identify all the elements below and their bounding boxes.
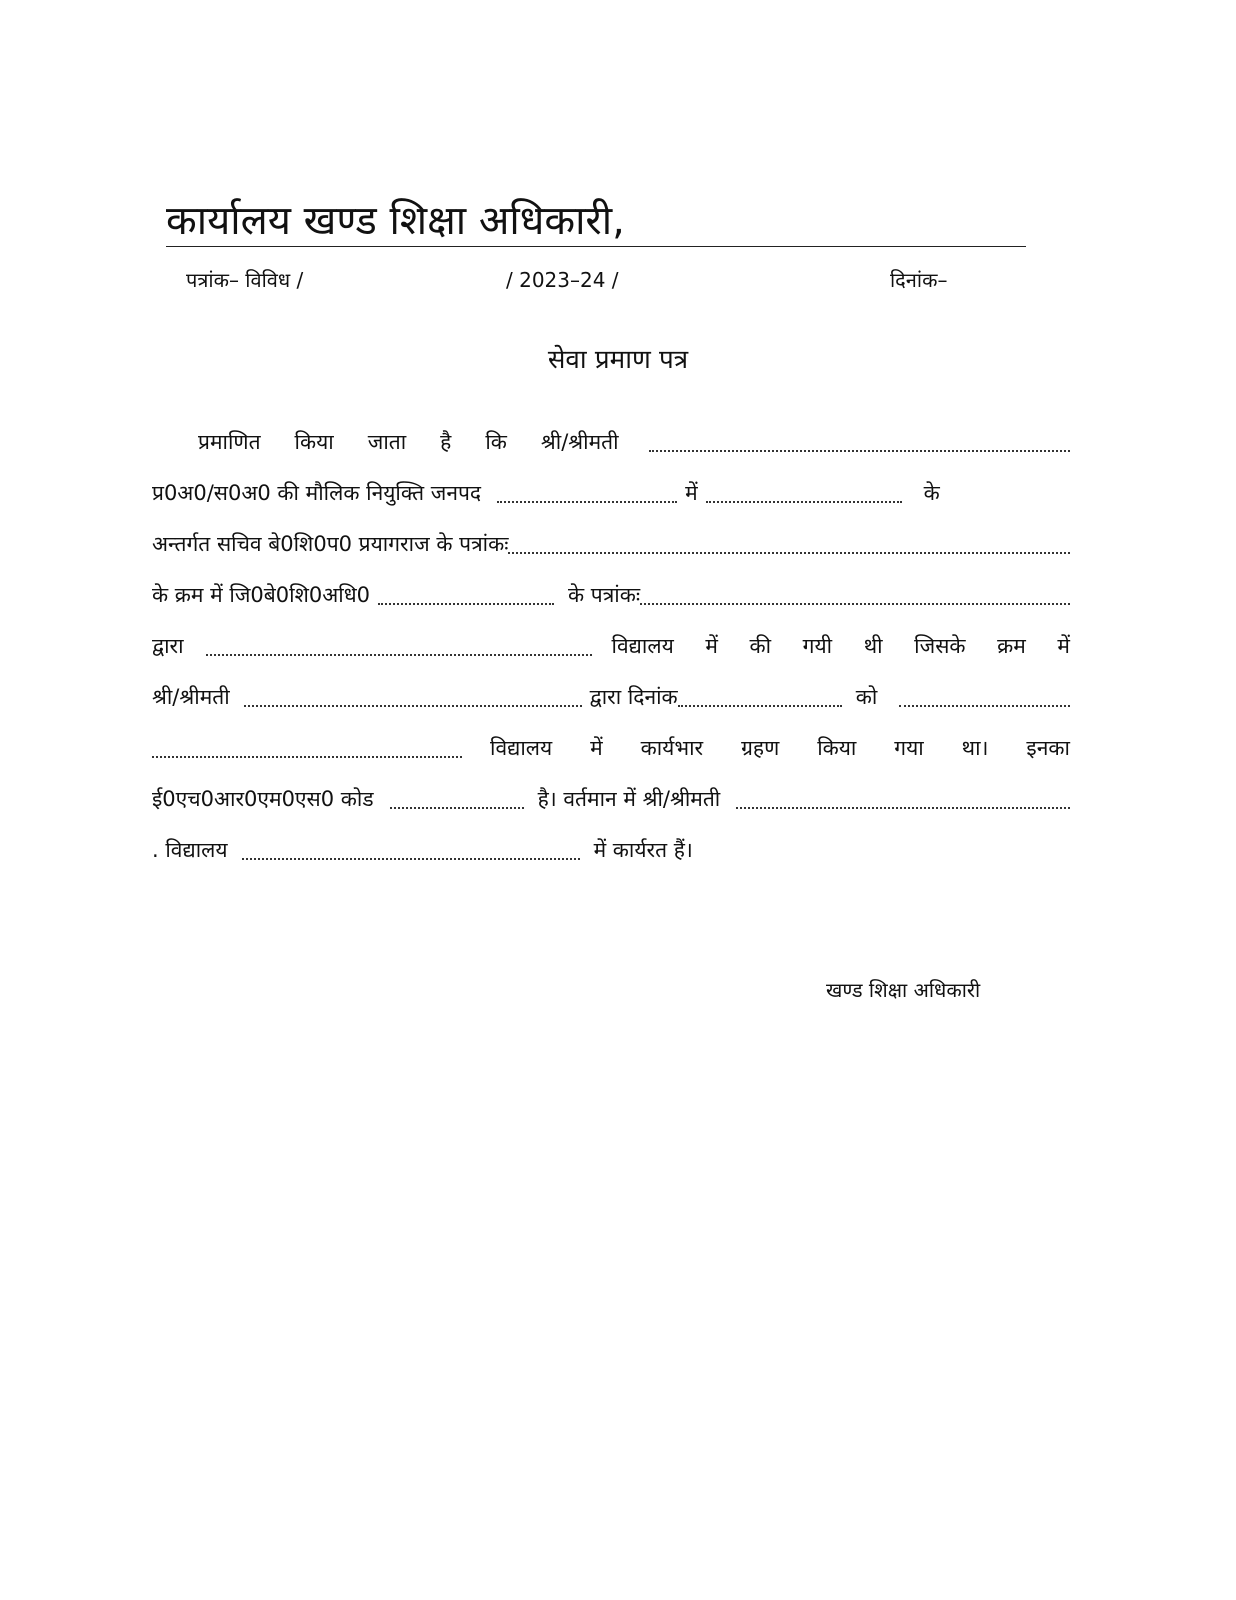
- body-text-segment: . विद्यालय: [152, 838, 228, 862]
- blank-district-field[interactable]: [497, 475, 677, 503]
- body-text-segment: को: [855, 685, 878, 709]
- blank-name-field[interactable]: [649, 424, 1070, 452]
- blank-code-field[interactable]: [390, 781, 524, 809]
- document-heading: सेवा प्रमाण पत्र: [547, 345, 689, 375]
- body-text-segment: में: [685, 481, 698, 505]
- body-line-2: [152, 475, 1070, 526]
- body-word: इनका: [1026, 736, 1070, 760]
- reference-year: / 2023–24 /: [506, 268, 619, 292]
- body-line-4: [152, 577, 1070, 628]
- body-text-segment: श्री/श्रीमती: [152, 685, 230, 709]
- body-word: में: [590, 736, 603, 760]
- body-line-8: [152, 781, 1070, 832]
- body-text-segment: अन्तर्गत सचिव बे0शि0प0 प्रयागराज के पत्रांकः: [152, 532, 509, 556]
- body-word: किया: [294, 430, 334, 454]
- blank-school-field[interactable]: [242, 832, 580, 860]
- body-word: क्रम: [997, 634, 1026, 658]
- blank-letter-number-field[interactable]: [508, 526, 1070, 554]
- body-text-segment: द्वारा दिनांक: [589, 685, 678, 709]
- body-line-3: [152, 526, 1070, 577]
- body-word: गया: [894, 736, 924, 760]
- body-word: विद्यालय: [490, 736, 553, 760]
- body-text-segment: प्र0अ0/स0अ0 की मौलिक नियुक्ति जनपद: [152, 481, 482, 505]
- body-text-segment: के क्रम में जि0बे0शि0अधि0: [152, 583, 370, 607]
- body-line-9: [152, 832, 1070, 883]
- body-line-1: [152, 424, 1070, 475]
- office-title: कार्यालय खण्ड शिक्षा अधिकारी,: [166, 198, 625, 244]
- body-word: विद्यालय: [611, 634, 674, 658]
- body-line-6: [152, 679, 1070, 730]
- body-word: था।: [961, 736, 989, 760]
- blank-field[interactable]: [706, 475, 902, 503]
- body-word: की: [749, 634, 772, 658]
- body-line-5: [152, 628, 1070, 679]
- body-word: ग्रहण: [741, 736, 780, 760]
- body-word: कार्यभार: [640, 736, 704, 760]
- body-word: गयी: [802, 634, 833, 658]
- body-word: जाता: [367, 430, 407, 454]
- certificate-body: [152, 424, 1070, 883]
- blank-field[interactable]: [378, 577, 554, 605]
- body-word: जिसके: [914, 634, 966, 658]
- body-word: प्रमाणित: [198, 430, 261, 454]
- date-label: दिनांक–: [890, 268, 948, 292]
- body-word: थी: [863, 634, 883, 658]
- body-word: में: [1057, 634, 1070, 658]
- blank-name-field[interactable]: [736, 781, 1070, 809]
- body-text-segment: के पत्रांकः: [567, 583, 641, 607]
- blank-field[interactable]: [899, 679, 1070, 707]
- body-line-7: [152, 730, 1070, 781]
- body-text-segment: के: [923, 481, 940, 505]
- body-text-segment: द्वारा: [152, 634, 184, 658]
- body-word: किया: [817, 736, 857, 760]
- reference-number: पत्रांक– विविध /: [186, 268, 304, 292]
- body-text-segment: ई0एच0आर0एम0एस0 कोड: [152, 787, 374, 811]
- body-word: है: [440, 430, 452, 454]
- body-text-segment: [490, 730, 1070, 766]
- blank-field[interactable]: [206, 628, 592, 656]
- title-underline: [166, 246, 1026, 247]
- signature-label: खण्ड शिक्षा अधिकारी: [826, 978, 981, 1002]
- blank-name-field[interactable]: [244, 679, 582, 707]
- blank-date-field[interactable]: [678, 679, 842, 707]
- body-word: में: [705, 634, 718, 658]
- body-text-segment: [612, 628, 1070, 664]
- body-word: कि: [485, 430, 507, 454]
- body-word: श्री/श्रीमती: [540, 430, 619, 454]
- body-text-segment: में कार्यरत हैं।: [593, 838, 693, 862]
- blank-school-field[interactable]: [152, 730, 462, 758]
- body-text-segment: है। वर्तमान में श्री/श्रीमती: [537, 787, 721, 811]
- blank-letter-number-field[interactable]: [640, 577, 1070, 605]
